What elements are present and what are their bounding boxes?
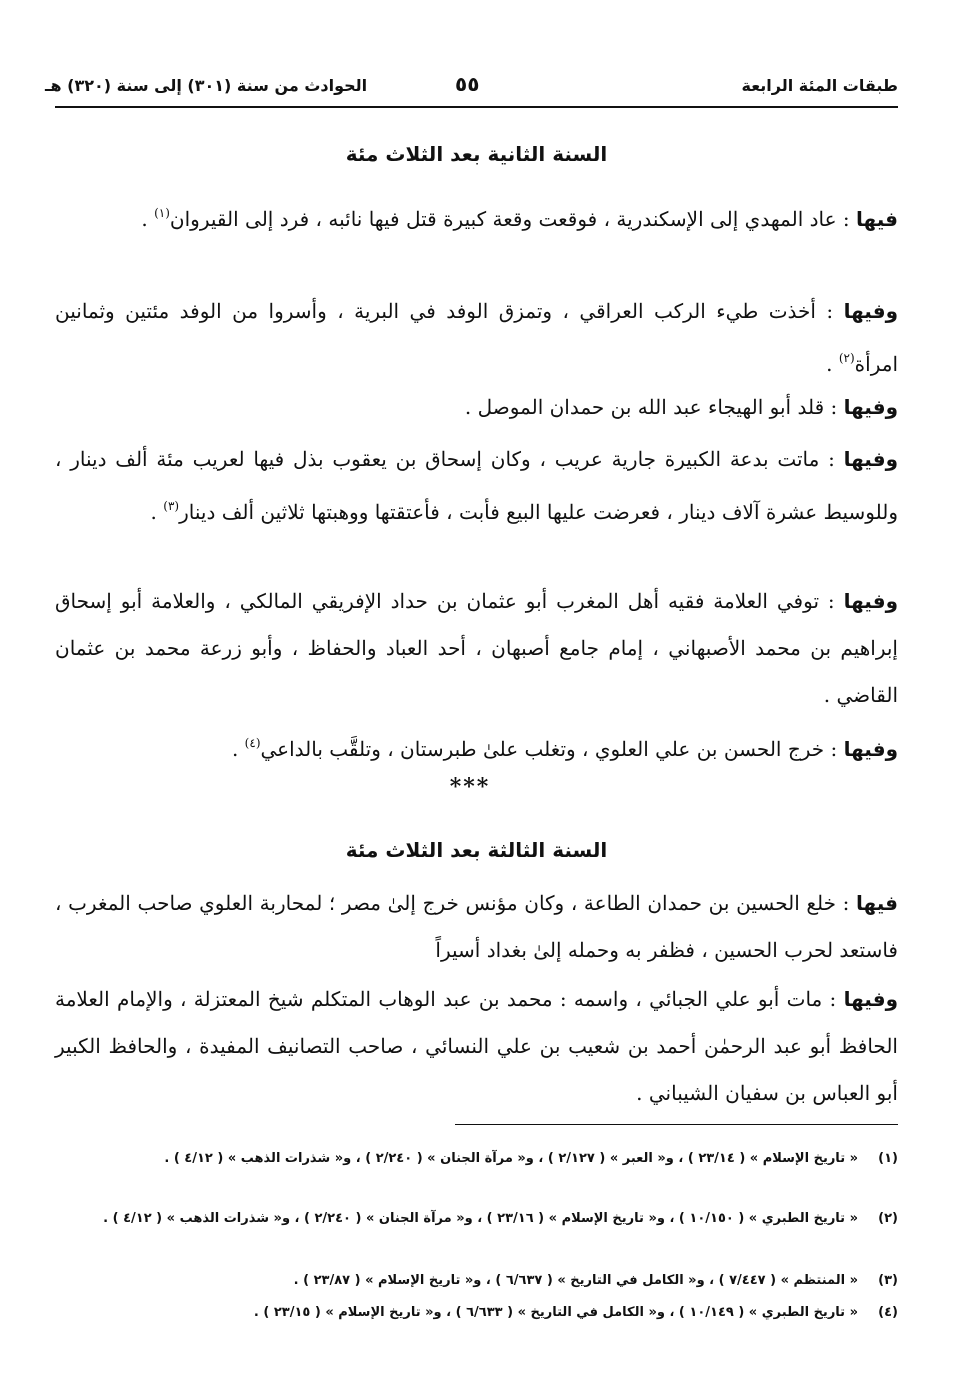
paragraph-keyword: وفيها: [843, 737, 898, 761]
section-title: السنة الثالثة بعد الثلاث مئة: [345, 838, 608, 862]
running-header: [45, 72, 898, 102]
footnote-text: « تاريخ الطبري » ( ١٠/١٥٠ ) ، و« تاريخ الإسلام » ( ٢٣/١٦ ) ، و« مرآة الجنان » ( ٢/٢٤٠ ) ، و« شذرات الذهب » ( ٤/١٢ ) .: [103, 1211, 858, 1226]
paragraph-text: : ماتت بدعة الكبيرة جارية عريب ، وكان إسحاق بن يعقوب بذل فيها لعريب مئة ألف دينار ، وللوسيط عشرة آلاف دينار ، فعرضت عليها البيع فأبت ، فأعتقتها ووهبتها ثلاثين ألف دينار: [55, 447, 898, 524]
footnote-number: (١): [878, 1151, 898, 1166]
paragraph-keyword: فيها: [856, 891, 898, 915]
book-title: طبقات المئة الرابعة: [741, 76, 898, 95]
paragraph-keyword: فيها: [856, 207, 898, 231]
footnote-ref: (٤): [244, 736, 261, 750]
paragraph: [55, 190, 898, 243]
paragraph: [55, 436, 898, 536]
paragraph-text: : عاد المهدي إلى الإسكندرية ، فوقعت وقعة كبيرة قتل فيها نائبه ، فرد إلى القيروان: [169, 207, 857, 231]
footnote-ref: (١): [154, 206, 170, 220]
paragraph: [55, 720, 898, 773]
paragraph-keyword: وفيها: [843, 299, 898, 323]
paragraph-text: : مات أبو علي الجبائي ، واسمه : محمد بن عبد الوهاب المتكلم شيخ المعتزلة ، والإمام العلامة الحافظ أبو عبد الرحمٰن أحمد بن شعيب بن علي النسائي ، صاحب التصانيف المفيدة ، والحافظ الكبير أبو العباس بن سفيان الشيباني .: [55, 987, 898, 1105]
footnote: [55, 1204, 898, 1234]
footnote-text: « تاريخ الطبري » ( ١٠/١٤٩ ) ، و« الكامل في التاريخ » ( ٦/٦٣٣ ) ، و« تاريخ الإسلام » ( ٢٣/١٥ ) .: [253, 1305, 858, 1320]
paragraph-text: : خرج الحسن بن علي العلوي ، وتغلب علىٰ طبرستان ، وتلقَّب بالداعي: [260, 737, 844, 761]
footnote-ref: (٣): [163, 499, 180, 513]
paragraph-tail: .: [231, 737, 245, 761]
paragraph: [55, 578, 898, 719]
footnote-ref: (٢): [838, 351, 855, 365]
paragraph-text: : قلد أبو الهيجاء عبد الله بن حمدان الموصل .: [464, 395, 844, 419]
paragraph-tail: .: [826, 352, 839, 376]
paragraph-keyword: وفيها: [843, 447, 898, 471]
paragraph-tail: .: [150, 500, 164, 524]
paragraph: [55, 976, 898, 1117]
paragraph-text: : خلع الحسين بن حمدان الطاعة ، وكان مؤنس خرج إلىٰ مصر ؛ لمحاربة العلوي صاحب المغرب ، فاستعد لحرب الحسين ، فظفر به وحمله إلىٰ بغداد أسيراً: [55, 891, 898, 962]
paragraph-tail: .: [141, 207, 155, 231]
events-range: الحوادث من سنة (٣٠١) إلى سنة (٣٢٠) هـ: [45, 76, 368, 95]
section-title: السنة الثانية بعد الثلاث مئة: [345, 142, 608, 166]
paragraph-keyword: وفيها: [843, 589, 898, 613]
footnote-rule: [455, 1124, 898, 1125]
paragraph-keyword: وفيها: [843, 987, 898, 1011]
footnote: [55, 1266, 898, 1296]
footnote-number: (٣): [878, 1273, 898, 1288]
paragraph-text: : أخذت طيء الركب العراقي ، وتمزق الوفد في البرية ، وأسروا من الوفد مئتين وثمانين امرأة: [55, 299, 898, 376]
footnote-number: (٤): [878, 1305, 898, 1320]
footnote-text: « تاريخ الإسلام » ( ٢٣/١٤ ) ، و« العبر » ( ٢/١٢٧ ) ، و« مرآة الجنان » ( ٢/٢٤٠ ) ، و« شذرات الذهب » ( ٤/١٢ ) .: [164, 1151, 858, 1166]
header-rule: [55, 106, 898, 108]
footnote: [55, 1298, 898, 1328]
page-number: ٥٥: [455, 72, 480, 96]
paragraph-keyword: وفيها: [843, 395, 898, 419]
section-separator: ***: [449, 774, 491, 800]
paragraph: [55, 880, 898, 974]
footnote: [55, 1144, 898, 1174]
footnote-number: (٢): [878, 1211, 898, 1226]
footnote-text: « المنتظم » ( ٧/٤٤٧ ) ، و« الكامل في التاريخ » ( ٦/٦٣٧ ) ، و« تاريخ الإسلام » ( ٢٣/٨٧ ) .: [293, 1273, 858, 1288]
paragraph: [55, 288, 898, 388]
paragraph: [55, 384, 898, 431]
paragraph-text: : توفي العلامة فقيه أهل المغرب أبو عثمان بن حداد الإفريقي المالكي ، والعلامة أبو إسحاق إبراهيم بن محمد الأصبهاني ، إمام جامع أصبهان ، أحد العباد والحفاظ ، وأبو زرعة محمد بن عثمان القاضي .: [55, 589, 898, 707]
